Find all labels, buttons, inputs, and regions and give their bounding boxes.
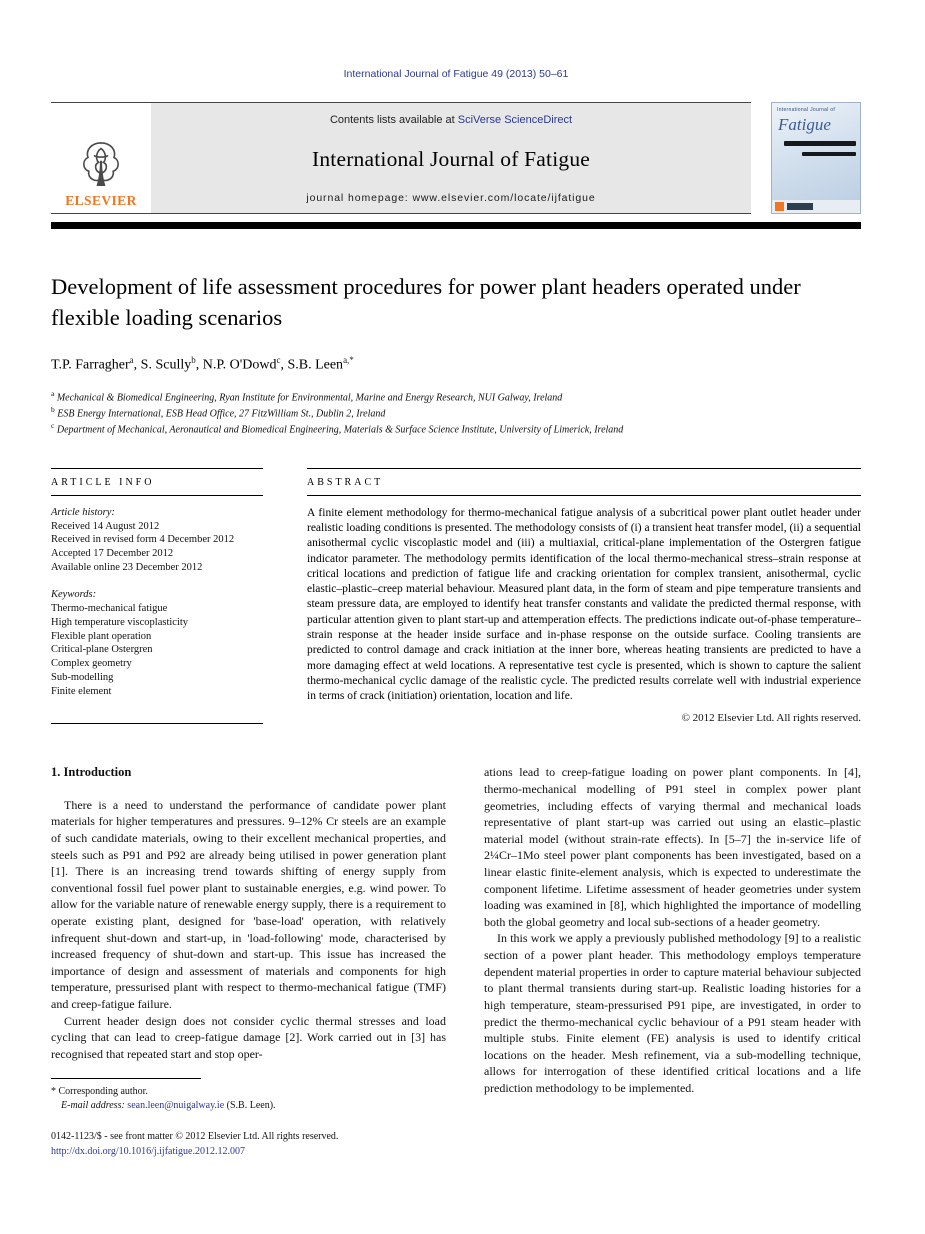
abstract-panel (307, 468, 861, 725)
keywords-label: Keywords: (51, 589, 97, 601)
email-label: E-mail address: (61, 1100, 128, 1112)
elsevier-tree-icon (75, 137, 127, 191)
keyword-item: Finite element (51, 686, 112, 698)
cover-footer (772, 200, 860, 213)
history-item: Received in revised form 4 December 2012 (51, 534, 235, 546)
body-paragraph: Current header design does not consider cyclic thermal stresses and load cycling that can lead to creep-fatigue damage [2]. Work carried out in [3] has recognised that repeated start and stop oper- (51, 1013, 446, 1061)
keyword-item: High temperature viscoplasticity (51, 616, 189, 628)
body-paragraph: ations lead to creep-fatigue loading on power plant components. In [4], thermo-mechanical modelling of P91 steel in complex power plant geometries, including effects of varying thermal and mechanical loads representative of plant start-up was carried out using an elastic–plastic material model (without strain-rate effects). In [5–7] the in-service life of 2¼Cr–1Mo steel power plant components has been investigated, based on a linear elastic finite-element analysis, which is expected to underestimate the component lifetime. Lifetime assessment of header geometries under system loading was examined in [8], which highlighted the importance of modelling both the global geometry and local sub-sections of a header geometry. (484, 765, 861, 929)
masthead (51, 102, 861, 214)
contents-line (159, 114, 743, 126)
cover-elsevier-chip (775, 202, 784, 211)
author-name: T.P. Farragher (51, 357, 130, 373)
abstract-heading: ABSTRACT (307, 468, 861, 496)
body-paragraph: There is a need to understand the performance of candidate power plant materials for higher temperatures and pressures. 9–12% Cr steels are an example of such candidate materials, owing to their excellent mechanical properties, and steels such as P91 and P92 are already being utilised in power generation plant [1]. There is an increasing trend towards shifting of energy supply from conventional fossil fuel power plant to sustainable energies, e.g. wind power. To allow for the variable nature of renewable energy supply, there is a requirement to operate existing plant, designed for 'base-load' operation, with relatively infrequent shut-down and start-up, in 'load-following' mode, characterised by increased frequency of shut-down and start-up. This issue has increased the importance of design and assessment of materials and components for high temperature, pressurised plant with respect to thermo-mechanical fatigue (TMF) and creep-fatigue failure. (51, 797, 446, 1012)
article-history-label: Article history: (51, 506, 115, 518)
email-line (51, 1099, 446, 1113)
history-item: Accepted 17 December 2012 (51, 548, 174, 560)
author-name: N.P. O'Dowd (202, 357, 277, 373)
author-name: S. Scully (140, 357, 192, 373)
keyword-item: Thermo-mechanical fatigue (51, 602, 168, 614)
corresponding-author-note: * Corresponding author. (51, 1086, 148, 1098)
cover-decorative-bar (784, 141, 856, 146)
footnote-block (51, 1078, 446, 1113)
homepage-label: journal homepage: (306, 192, 413, 204)
email-link[interactable]: sean.leen@nuigalway.ie (127, 1100, 225, 1112)
separator-bar (51, 222, 861, 229)
author-superscript: a,* (343, 355, 354, 366)
elsevier-wordmark: ELSEVIER (65, 193, 137, 208)
authors-line: T.P. Farragher$^a$, S. Scully$^b$, N.P. O'Dowd$^c$, S.B. Leen$^{a,*}$ (51, 355, 354, 373)
section-heading-introduction: 1. Introduction (51, 765, 132, 780)
page-footer (51, 1129, 861, 1159)
doi-link[interactable]: http://dx.doi.org/10.1016/j.ijfatigue.2012.12.007 (51, 1146, 245, 1158)
author-superscript: c (276, 355, 281, 366)
author-superscript: b (191, 355, 196, 366)
body-columns (51, 764, 861, 1113)
keyword-item: Sub-modelling (51, 672, 114, 684)
article-history-list (51, 520, 263, 575)
affiliation-line: $^a$ Mechanical & Biomedical Engineering, Ryan Institute for Environmental, Marine and Energy Research, NUI Galway, Ireland (51, 388, 563, 404)
article-info-heading: ARTICLE INFO (51, 468, 263, 496)
keyword-item: Flexible plant operation (51, 630, 152, 642)
cover-journal-name: International Journal of (777, 107, 836, 113)
abstract-text: A finite element methodology for thermo-mechanical fatigue analysis of a subcritical power plant outlet header under realistic loading conditions is presented. The methodology consists of (i) a transient heat transfer model, (ii) a sequential anisothermal cyclic viscoplastic model and (iii) a multiaxial, critical-plane implementation of the Ostergren fatigue indicator parameter. The methodology permits identification of the local thermo-mechanical stress–strain response at critical locations and prediction of fatigue life and cracking orientation for complex transient, anisothermal, cyclic elastic–plastic–creep material behaviour. Measured plant data, in the form of steam and pipe temperature transients and steam pressure data, are employed to identify heat transfer constants and validate the predicted thermal response, with particular attention given to plant start-up and attemperation effects. The predictions indicate out-of-phase temperature–strain response at the header inside surface and in-phase response on the outside surface. Cooling transients are predicted to control damage and crack initiation at the inner bore, whereas heating transients are predicted to have a more damaging effect at weld locations. A representative test cycle is presented, which is shown to capture the salient thermo-mechanical cyclic damage of the realistic cycle. The predicted results correlate well with industrial experience in terms of crack (initiation) orientation, location and life. (307, 506, 861, 703)
keyword-item: Critical-plane Ostergren (51, 644, 153, 656)
affiliation-line: $^c$ Department of Mechanical, Aeronautical and Biomedical Engineering, Materials & Surface Science Institute, University of Limerick, Ireland (51, 421, 624, 436)
journal-cover-thumbnail (771, 102, 861, 214)
sciencedirect-link[interactable]: SciVerse ScienceDirect (457, 114, 573, 126)
body-column-left (51, 764, 446, 1113)
history-item: Available online 23 December 2012 (51, 562, 203, 574)
footer-issn-line: 0142-1123/$ - see front matter © 2012 Elsevier Ltd. All rights reserved. (51, 1131, 339, 1143)
body-column-right (484, 764, 861, 1113)
cover-decorative-bar (802, 152, 856, 156)
cover-dark-chip (787, 203, 813, 210)
affiliations (51, 389, 861, 438)
keyword-item: Complex geometry (51, 658, 132, 670)
cover-title: Fatigue (778, 115, 831, 134)
history-item: Received 14 August 2012 (51, 520, 160, 532)
affiliation-line: $^b$ ESB Energy International, ESB Head Office, 27 FitzWilliam St., Dublin 2, Ireland (51, 405, 386, 420)
author-superscript: a (129, 355, 134, 366)
article-title: Development of life assessment procedures for power plant headers operated under flexible loading scenarios (51, 274, 801, 331)
journal-title: International Journal of Fatigue (311, 146, 591, 171)
contents-prefix: Contents lists available at (329, 114, 458, 126)
body-paragraph: In this work we apply a previously published methodology [9] to a realistic section of a power plant header. This methodology employs temperature dependent material properties in order to capture material behaviour subjected to plant thermal transients during start-up. Realistic loading histories for a high temperature, steam-pressurised P91 pipe, are investigated, in order to predict the thermo-mechanical cyclic behaviour of a P91 steam header with multiple stubs. Finite element (FE) analysis is used to identify critical locations on the header. Mesh refinement, via a sub-modelling technique, allows for interrogation of these identified critical locations and a life prediction methodology to be implemented. (484, 931, 861, 1095)
homepage-url-link[interactable]: www.elsevier.com/locate/ijfatigue (412, 192, 596, 204)
elsevier-logo (51, 103, 151, 213)
copyright-line: © 2012 Elsevier Ltd. All rights reserved. (681, 712, 861, 725)
homepage-line (159, 192, 743, 204)
keywords-list (51, 602, 263, 699)
email-suffix: (S.B. Leen). (224, 1100, 276, 1112)
article-info-panel (51, 468, 263, 725)
author-name: S.B. Leen (287, 357, 344, 373)
footnote-rule (51, 1078, 201, 1079)
journal-ref: International Journal of Fatigue 49 (2013) 50–61 (343, 68, 569, 80)
